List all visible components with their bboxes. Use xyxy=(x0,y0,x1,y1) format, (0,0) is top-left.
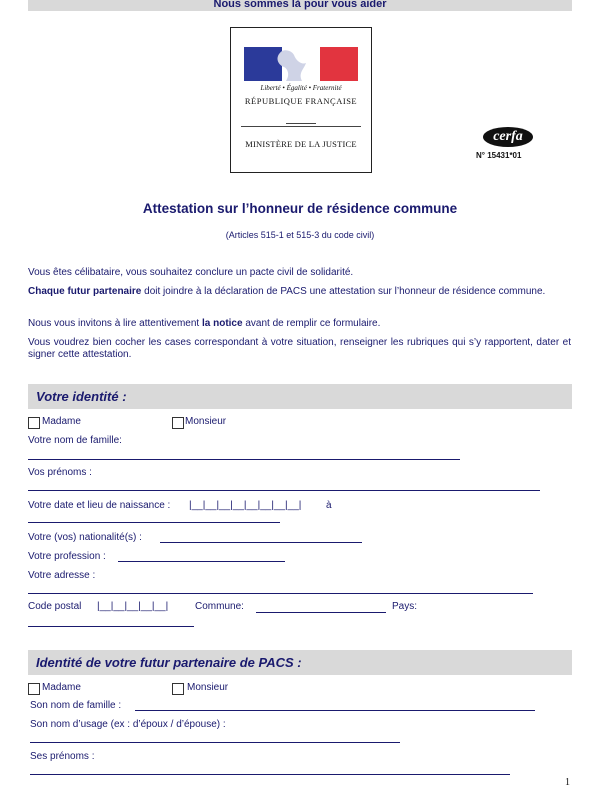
nationalite-field[interactable] xyxy=(160,542,362,543)
madame-checkbox[interactable] xyxy=(28,417,40,429)
prenoms-label: Vos prénoms : xyxy=(28,467,92,478)
profession-field[interactable] xyxy=(118,561,285,562)
logo-divider-long xyxy=(241,126,361,127)
profession-label: Votre profession : xyxy=(28,551,106,562)
intro-paragraph-2-text: doit joindre à la déclaration de PACS une attestation sur l’honneur de résidence commune. xyxy=(141,286,546,297)
intro-paragraph-1: Vous êtes célibataire, vous souhaitez conclure un pacte civil de solidarité. xyxy=(28,267,354,278)
partner-nom-famille-label: Son nom de famille : xyxy=(30,700,122,711)
top-banner: Nous sommes là pour vous aider xyxy=(28,0,572,11)
date-naissance-field[interactable]: |__|__|__|__|__|__|__|__| xyxy=(189,500,302,511)
republic-name: RÉPUBLIQUE FRANÇAISE xyxy=(244,96,358,106)
ministry-logo xyxy=(230,27,372,173)
ministry-name: MINISTÈRE DE LA JUSTICE xyxy=(245,139,357,149)
madame-label: Madame xyxy=(42,416,81,427)
intro-paragraph-3-end: avant de remplir ce formulaire. xyxy=(242,318,381,329)
partner-prenoms-label: Ses prénoms : xyxy=(30,751,95,762)
intro-paragraph-2 xyxy=(28,286,571,298)
section-header-identity xyxy=(28,384,572,409)
naissance-label: Votre date et lieu de naissance : xyxy=(28,500,171,511)
nom-famille-label: Votre nom de famille: xyxy=(28,435,122,446)
partner-madame-checkbox[interactable] xyxy=(28,683,40,695)
pays-field[interactable] xyxy=(28,626,194,627)
adresse-field[interactable] xyxy=(28,593,533,594)
section-title-identity: Votre identité : xyxy=(36,389,127,404)
pays-label: Pays: xyxy=(392,601,418,612)
code-postal-label: Code postal xyxy=(28,601,82,612)
code-postal-field[interactable]: |__|__|__|__|__| xyxy=(97,601,169,612)
commune-field[interactable] xyxy=(256,612,386,613)
prenoms-field[interactable] xyxy=(28,490,540,491)
page-number: 1 xyxy=(565,777,570,788)
intro-bold-notice: la notice xyxy=(201,318,243,329)
intro-paragraph-3 xyxy=(28,318,571,330)
partner-madame-label: Madame xyxy=(42,682,81,693)
intro-bold-partner: Chaque futur partenaire xyxy=(28,286,142,297)
partner-monsieur-checkbox[interactable] xyxy=(172,683,184,695)
partner-nom-famille-field[interactable] xyxy=(135,710,535,711)
document-subtitle: (Articles 515-1 et 515-3 du code civil) xyxy=(225,230,375,240)
republic-motto: Liberté • Égalité • Fraternité xyxy=(260,84,342,92)
nom-famille-field[interactable] xyxy=(28,459,460,460)
marianne-flag-icon xyxy=(244,47,358,81)
cerfa-number: N° 15431*01 xyxy=(476,151,522,160)
intro-paragraph-4: Vous voudrez bien cocher les cases correspondant à votre situation, renseigner les rubriques qui s’y rapportent, dater et signer cette attestation. xyxy=(28,337,571,360)
logo-divider xyxy=(286,123,316,124)
partner-prenoms-field[interactable] xyxy=(30,774,510,775)
section-header-partner xyxy=(28,650,572,675)
section-title-partner: Identité de votre futur partenaire de PACS : xyxy=(36,655,302,670)
monsieur-checkbox[interactable] xyxy=(172,417,184,429)
cerfa-logo: cerfa xyxy=(483,127,533,147)
monsieur-label: Monsieur xyxy=(185,416,227,427)
nationalite-label: Votre (vos) nationalité(s) : xyxy=(28,532,142,543)
lieu-naissance-field[interactable] xyxy=(28,522,280,523)
partner-monsieur-label: Monsieur xyxy=(187,682,229,693)
document-title: Attestation sur l’honneur de résidence commune xyxy=(142,201,458,216)
intro-paragraph-3-start: Nous vous invitons à lire attentivement xyxy=(28,318,202,329)
commune-label: Commune: xyxy=(195,601,244,612)
adresse-label: Votre adresse : xyxy=(28,570,96,581)
partner-nom-usage-label: Son nom d’usage (ex : d’époux / d’épouse) : xyxy=(30,719,226,730)
partner-nom-usage-field[interactable] xyxy=(30,742,400,743)
lieu-a-label: à xyxy=(326,500,332,511)
